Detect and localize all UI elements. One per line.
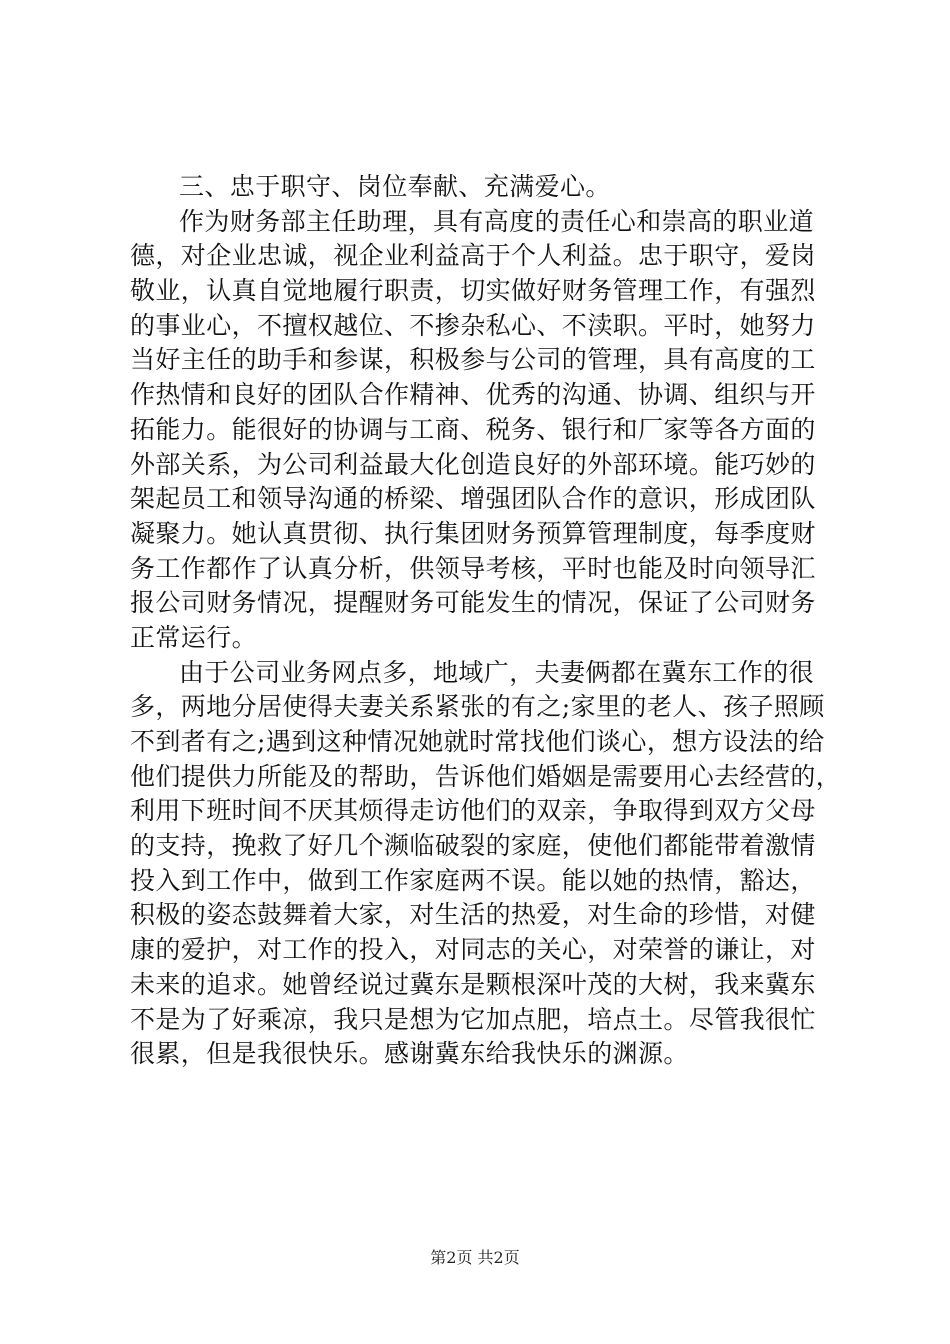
paragraph-line: 不是为了好乘凉，我只是想为它加点肥，培点土。尽管我很忙 (130, 1004, 816, 1034)
paragraph-line: 不到者有之;遇到这种情况她就时常找他们谈心，想方设法的给 (130, 727, 825, 756)
paragraph-line: 康的爱护，对工作的投入，对同志的关心，对荣誉的谦让，对 (130, 935, 816, 965)
paragraph-line: 的支持，挽救了好几个濒临破裂的家庭，使他们都能带着激情 (130, 831, 816, 861)
paragraph-line: 未来的追求。她曾经说过冀东是颗根深叶茂的大树，我来冀东 (130, 969, 816, 999)
section-heading: 三、忠于职守、岗位奉献、充满爱心。 (179, 172, 611, 201)
paragraph-line: 作为财务部主任助理，具有高度的责任心和崇高的职业道 (179, 206, 815, 236)
paragraph-line: 积极的姿态鼓舞着大家，对生活的热爱，对生命的珍惜，对健 (130, 900, 816, 930)
paragraph-line: 他们提供力所能及的帮助，告诉他们婚姻是需要用心去经营的， (130, 761, 842, 791)
paragraph-line: 德，对企业忠诚，视企业利益高于个人利益。忠于职守，爱岗 (130, 241, 816, 271)
paragraph-line: 当好主任的助手和参谋，积极参与公司的管理，具有高度的工 (130, 345, 816, 375)
paragraph-line: 拓能力。能很好的协调与工商、税务、银行和厂家等各方面的 (130, 414, 816, 444)
paragraph-line: 务工作都作了认真分析，供领导考核，平时也能及时向领导汇 (130, 553, 816, 583)
paragraph-line: 很累，但是我很快乐。感谢冀东给我快乐的渊源。 (130, 1039, 689, 1069)
paragraph-line: 多，两地分居使得夫妻关系紧张的有之;家里的老人、孩子照顾 (130, 692, 825, 722)
document-body (130, 170, 842, 1072)
paragraph-line: 外部关系，为公司利益最大化创造良好的外部环境。能巧妙的 (130, 449, 816, 479)
paragraph-line: 凝聚力。她认真贯彻、执行集团财务预算管理制度，每季度财 (130, 518, 816, 548)
paragraph-line: 报公司财务情况，提醒财务可能发生的情况，保证了公司财务 (130, 588, 816, 618)
paragraph-line: 敬业，认真自觉地履行职责，切实做好财务管理工作，有强烈 (130, 276, 816, 306)
paragraph-line: 利用下班时间不厌其烦得走访他们的双亲，争取得到双方父母 (130, 796, 816, 826)
page-number-footer: 第2页 共2页 (430, 1248, 520, 1267)
paragraph-line: 由于公司业务网点多，地域广，夫妻俩都在冀东工作的很 (179, 657, 815, 687)
paragraph-line: 投入到工作中，做到工作家庭两不误。能以她的热情，豁达， (130, 865, 816, 895)
paragraph-line: 的事业心，不擅权越位、不掺杂私心、不渎职。平时，她努力 (130, 310, 816, 340)
paragraph-line: 架起员工和领导沟通的桥梁、增强团队合作的意识，形成团队 (130, 484, 816, 514)
paragraph-line: 作热情和良好的团队合作精神、优秀的沟通、协调、组织与开 (130, 380, 816, 410)
paragraph-line: 正常运行。 (130, 622, 258, 652)
